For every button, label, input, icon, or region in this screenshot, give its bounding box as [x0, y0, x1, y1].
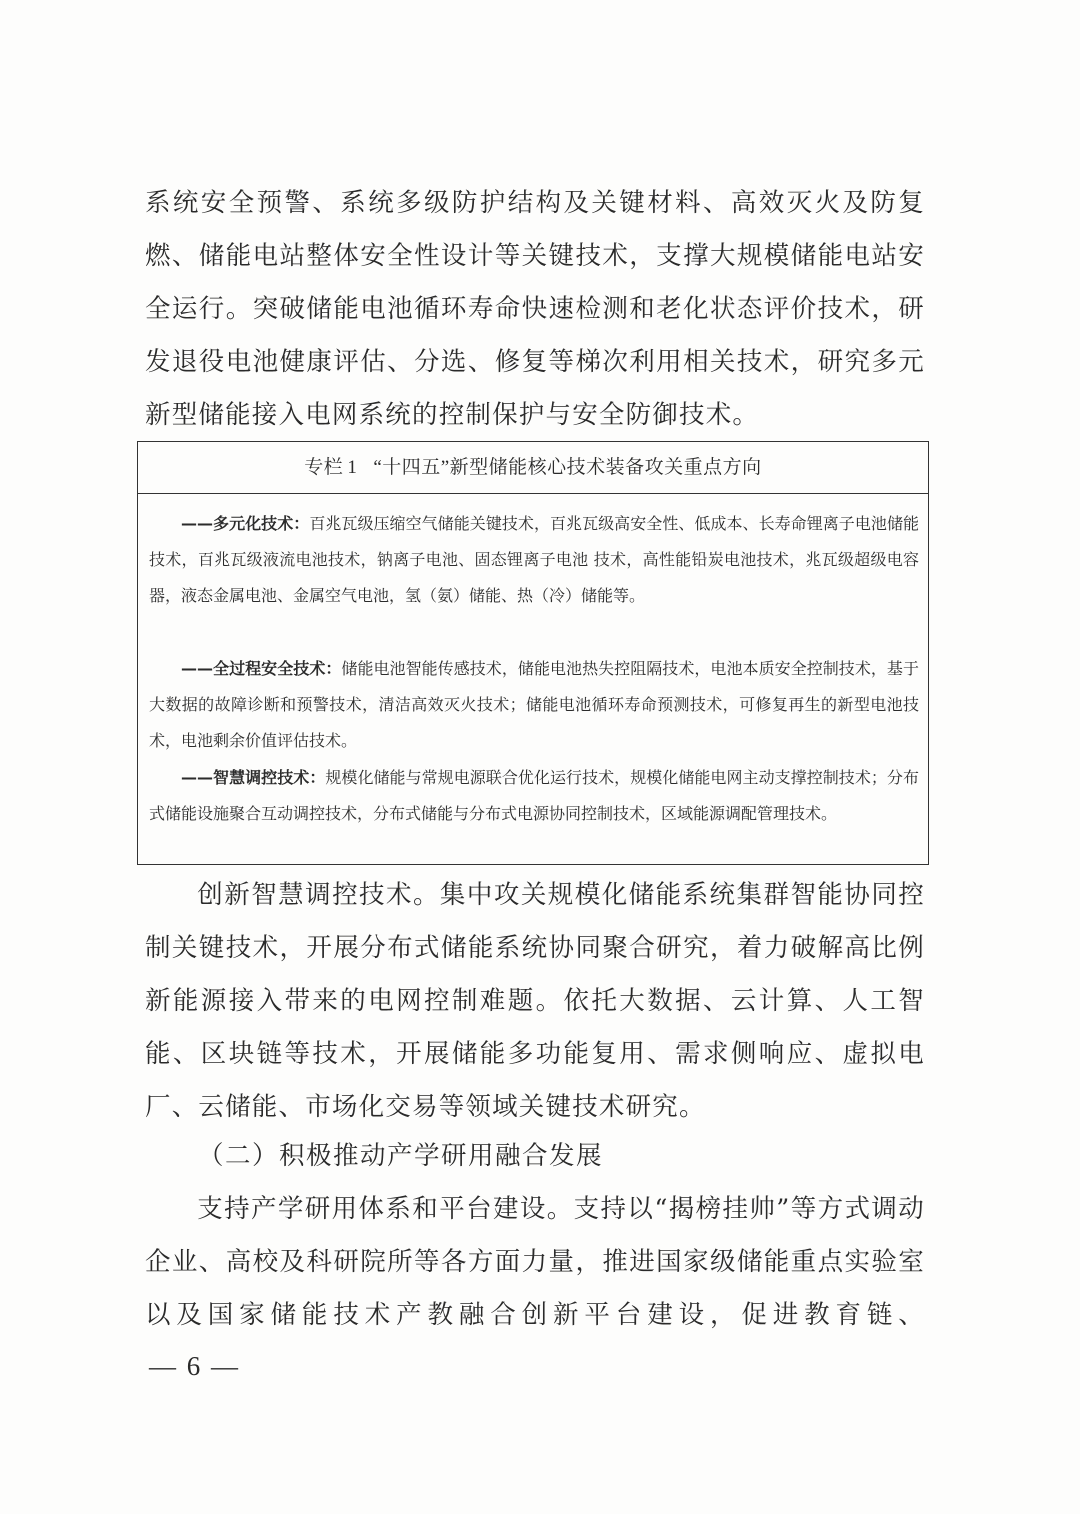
- column-item-heading: ——多元化技术：: [181, 514, 310, 533]
- column-item-full-process-safety: [149, 651, 919, 759]
- body-paragraph-2-text: 创新智慧调控技术。集中攻关规模化储能系统集群智能协同控制关键技术，开展分布式储能系统协同聚合研究，着力破解高比例新能源接入带来的电网控制难题。依托大数据、云计算、人工智能、区块链等技术，开展储能多功能复用、需求侧响应、虚拟电厂、云储能、市场化交易等领域关键技术研究。: [145, 880, 925, 1122]
- section-heading: （二）积极推动产学研用融合发展: [198, 1141, 604, 1171]
- body-paragraph-3: [145, 1183, 925, 1342]
- column-box-title-text: “十四五”新型储能核心技术装备攻关重点方向: [373, 457, 762, 478]
- column-item-diversified: [149, 506, 919, 614]
- column-box-title-prefix: 专栏: [304, 457, 344, 478]
- column-item-heading: ——智慧调控技术：: [181, 768, 326, 787]
- column-item-text: 储能电池智能传感技术，储能电池热失控阻隔技术，电池本质安全控制技术，基于大数据的故障诊断和预警技术，清洁高效灭火技术；储能电池循环寿命预测技术，可修复再生的新型电池技术，电池剩余价值评估技术。: [149, 659, 919, 750]
- column-item-heading: ——全过程安全技术：: [181, 659, 342, 678]
- body-paragraph-2: [145, 869, 925, 1134]
- body-paragraph-1: 系统安全预警、系统多级防护结构及关键材料、高效灭火及防复燃、储能电站整体安全性设计等关键技术，支撑大规模储能电站安全运行。突破储能电池循环寿命快速检测和老化状态评价技术，研发退役电池健康评估、分选、修复等梯次利用相关技术，研究多元新型储能接入电网系统的控制保护与安全防御技术。: [145, 188, 925, 430]
- column-item-smart-control: [149, 760, 919, 832]
- page-number: — 6 —: [149, 1351, 240, 1381]
- column-box-title-number: 1: [347, 457, 358, 478]
- column-item-text: 规模化储能与常规电源联合优化运行技术，规模化储能电网主动支撑控制技术；分布式储能设施聚合互动调控技术，分布式储能与分布式电源协同控制技术，区域能源调配管理技术。: [149, 768, 919, 823]
- column-box-title: [138, 442, 928, 494]
- column-item-text: 百兆瓦级压缩空气储能关键技术，百兆瓦级高安全性、低成本、长寿命锂离子电池储能技术，百兆瓦级液流电池技术，钠离子电池、固态锂离子电池 技术，高性能铅炭电池技术，兆瓦级超级电容器，液态金属电池、金属空气电池，氢（氨）储能、热（冷）储能等。: [149, 514, 919, 605]
- body-paragraph-3-text: 支持产学研用体系和平台建设。支持以“揭榜挂帅”等方式调动企业、高校及科研院所等各方面力量，推进国家级储能重点实验室以及国家储能技术产教融合创新平台建设，促进教育链、: [145, 1194, 925, 1330]
- column-box: [137, 441, 929, 865]
